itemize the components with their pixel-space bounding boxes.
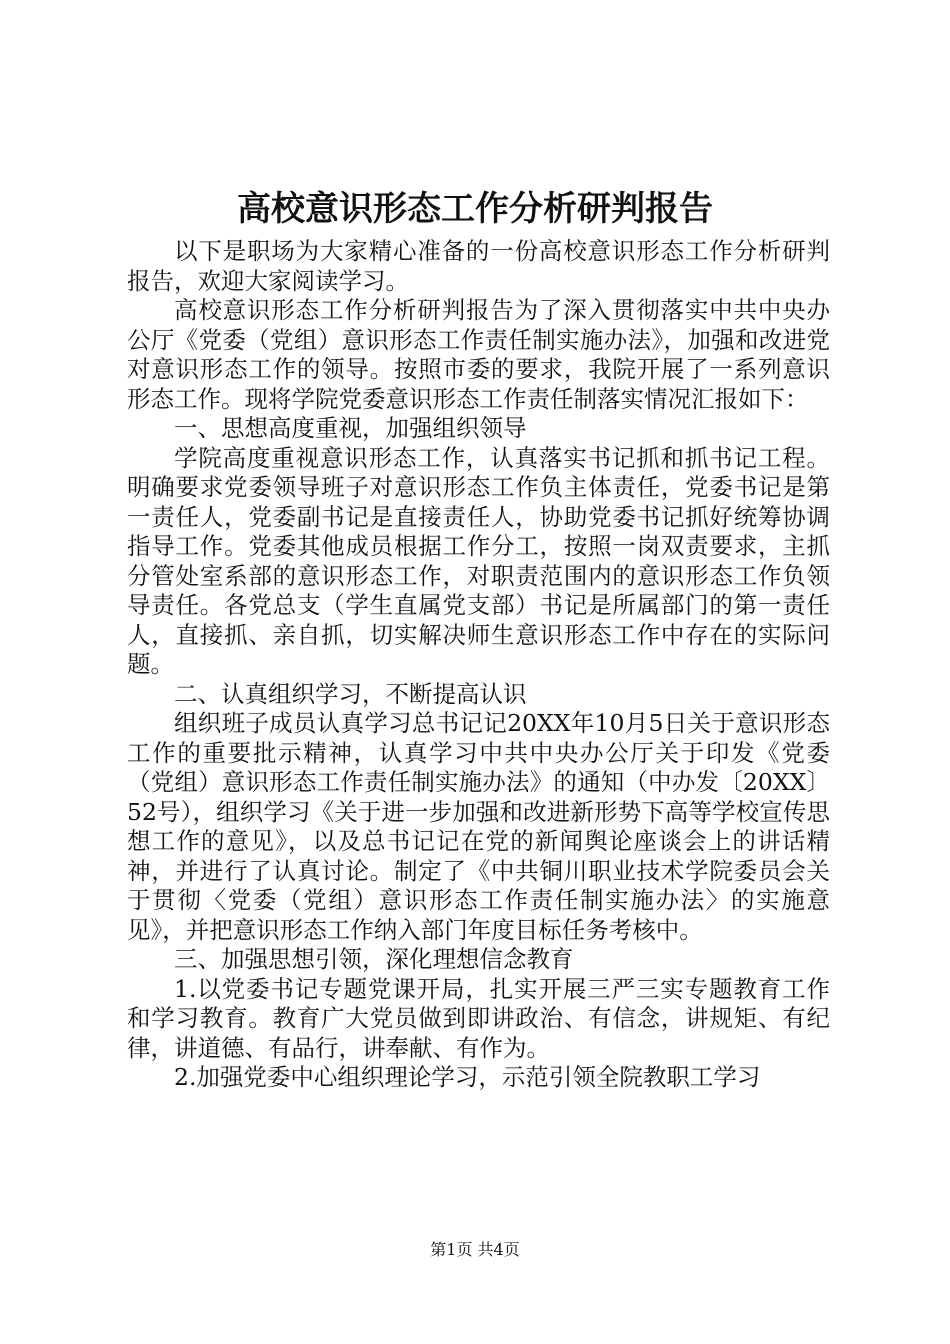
body-paragraph: 高校意识形态工作分析研判报告为了深入贯彻落实中共中央办公厅《党委（党组）意识形态工作责任制实施办法》，加强和改进党对意识形态工作的领导。按照市委的要求，我院开展了一系列意识形态工作。现将学院党委意识形态工作责任制落实情况汇报如下：	[127, 296, 830, 413]
body-paragraph: 组织班子成员认真学习总书记记20XX年10月5日关于意识形态工作的重要批示精神，认真学习中共中央办公厅关于印发《党委（党组）意识形态工作责任制实施办法》的通知（中办发〔20XX〕52号），组织学习《关于进一步加强和改进新形势下高等学校宣传思想工作的意见》，以及总书记记在党的新闻舆论座谈会上的讲话精神，并进行了认真讨论。制定了《中共铜川职业技术学院委员会关于贯彻〈党委（党组）意识形态工作责任制实施办法〉的实施意见》，并把意识形态工作纳入部门年度目标任务考核中。	[127, 709, 830, 944]
section-heading-2: 二、认真组织学习，不断提高认识	[174, 679, 527, 708]
document-title: 高校意识形态工作分析研判报告	[237, 189, 713, 229]
list-item-1: 1.以党委书记专题党课开局，扎实开展三严三实专题教育工作和学习教育。教育广大党员做到即讲政治、有信念，讲规矩、有纪律，讲道德、有品行，讲奉献、有作为。	[127, 974, 830, 1062]
body-paragraph: 学院高度重视意识形态工作，认真落实书记抓和抓书记工程。明确要求党委领导班子对意识形态工作负主体责任，党委书记是第一责任人，党委副书记是直接责任人，协助党委书记抓好统筹协调指导工作。党委其他成员根据工作分工，按照一岗双责要求，主抓分管处室系部的意识形态工作，对职责范围内的意识形态工作负领导责任。各党总支（学生直属党支部）书记是所属部门的第一责任人，直接抓、亲自抓，切实解决师生意识形态工作中存在的实际问题。	[127, 443, 830, 678]
intro-paragraph: 以下是职场为大家精心准备的一份高校意识形态工作分析研判报告，欢迎大家阅读学习。	[127, 237, 830, 295]
document-body	[127, 237, 830, 1093]
list-item-2: 2.加强党委中心组织理论学习，示范引领全院教职工学习	[174, 1063, 761, 1091]
section-heading-1: 一、思想高度重视，加强组织领导	[174, 414, 527, 442]
page-footer: 第1页 共4页	[430, 1240, 520, 1259]
section-heading-3: 三、加强思想引领，深化理想信念教育	[174, 945, 574, 973]
